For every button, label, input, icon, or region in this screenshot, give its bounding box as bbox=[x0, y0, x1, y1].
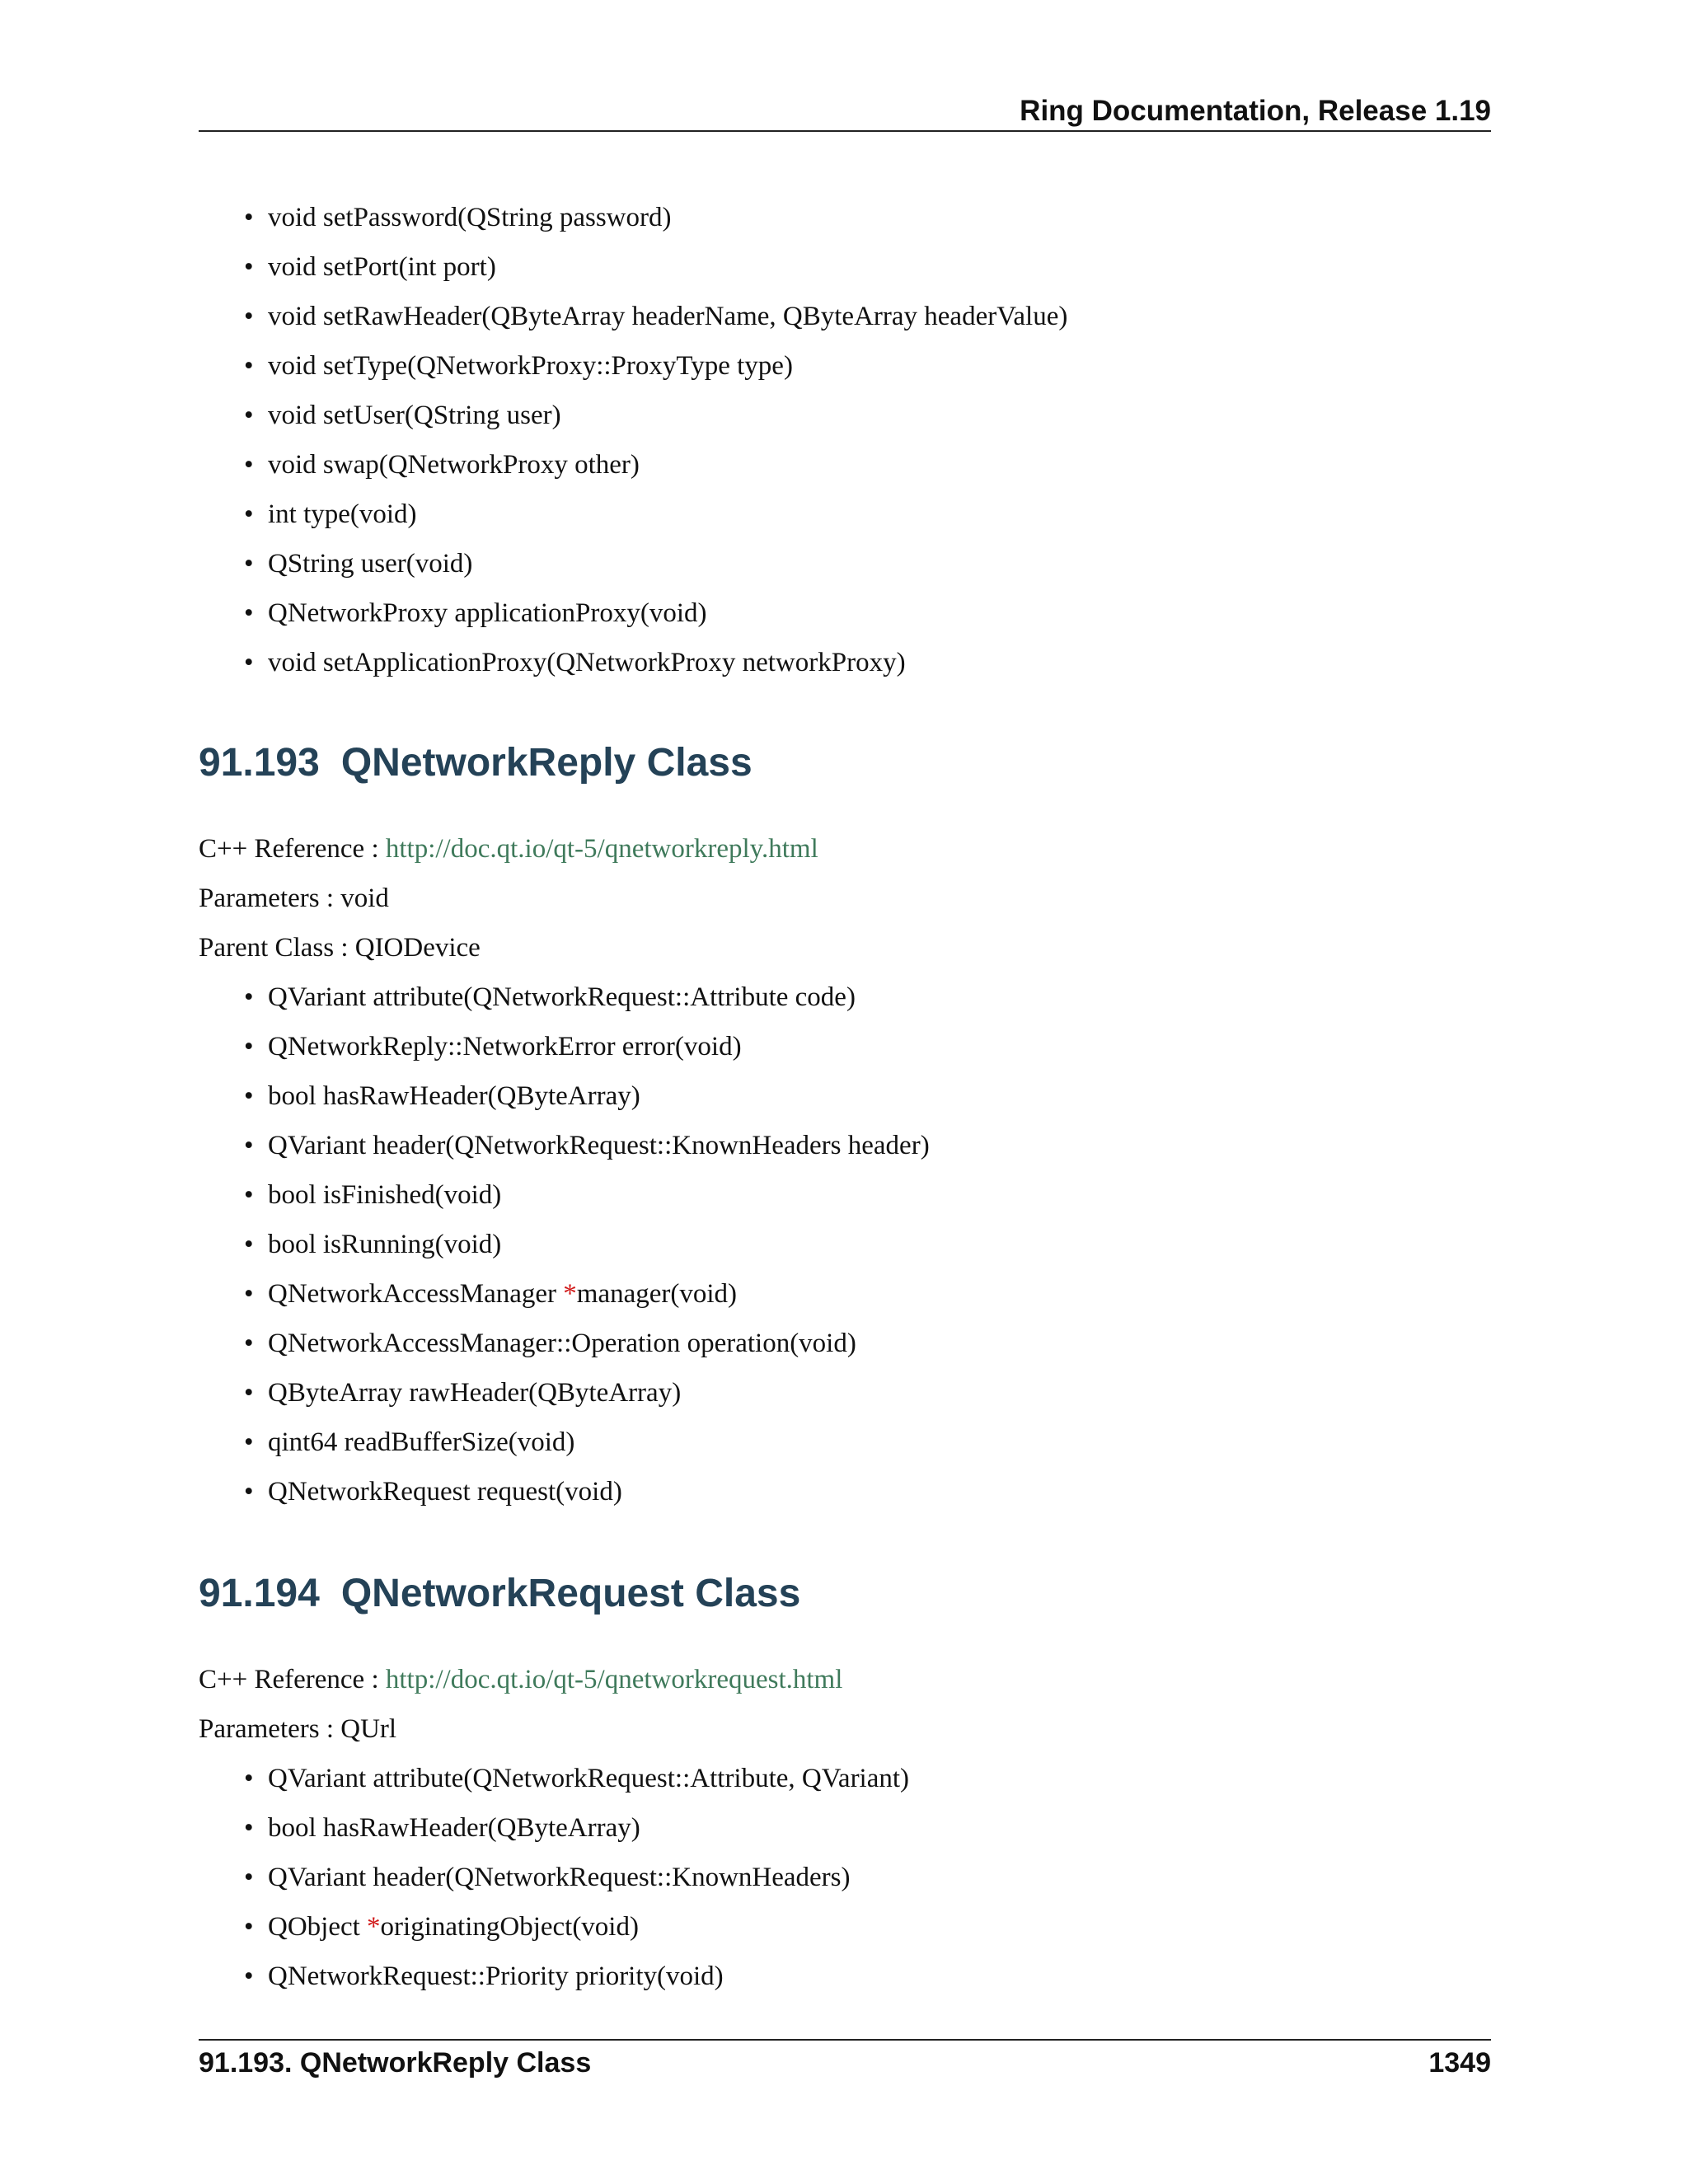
list-item: • QByteArray rawHeader(QByteArray) bbox=[199, 1368, 930, 1418]
list-item: • void setPort(int port) bbox=[199, 242, 1067, 292]
bullet-icon: • bbox=[244, 1032, 254, 1062]
header-divider bbox=[199, 130, 1491, 132]
bullet-icon: • bbox=[244, 252, 254, 282]
list-item: • int type(void) bbox=[199, 490, 1067, 539]
bullet-icon: • bbox=[244, 1180, 254, 1210]
section-number: 91.194 bbox=[199, 1572, 320, 1615]
pointer-asterisk: * bbox=[367, 1912, 381, 1942]
list-item: • bool isRunning(void) bbox=[199, 1220, 930, 1269]
bullet-icon: • bbox=[244, 549, 254, 579]
section-heading-qnetworkrequest bbox=[199, 1569, 800, 1619]
bullet-icon: • bbox=[244, 450, 254, 480]
list-item: • QVariant header(QNetworkRequest::KnownHeaders header) bbox=[199, 1121, 930, 1170]
document-page bbox=[199, 0, 1491, 2184]
bullet-icon: • bbox=[244, 302, 254, 331]
bullet-icon: • bbox=[244, 982, 254, 1012]
reference-link[interactable]: http://doc.qt.io/qt-5/qnetworkreply.html bbox=[385, 834, 818, 864]
list-item: • QNetworkRequest request(void) bbox=[199, 1467, 930, 1516]
bullet-icon: • bbox=[244, 1863, 254, 1892]
parent-class: Parent Class : QIODevice bbox=[199, 933, 481, 963]
bullet-icon: • bbox=[244, 1081, 254, 1111]
page-number: 1349 bbox=[1428, 2047, 1491, 2079]
bullet-icon: • bbox=[244, 1764, 254, 1793]
cpp-reference: C++ Reference : http://doc.qt.io/qt-5/qnetworkreply.html bbox=[199, 834, 818, 864]
cpp-reference: C++ Reference : http://doc.qt.io/qt-5/qnetworkrequest.html bbox=[199, 1665, 843, 1694]
method-list-qnetworkrequest bbox=[199, 1754, 909, 2001]
list-item: • bool isFinished(void) bbox=[199, 1170, 930, 1220]
pointer-asterisk: * bbox=[563, 1279, 577, 1309]
footer-divider bbox=[199, 2039, 1491, 2041]
list-item: • qint64 readBufferSize(void) bbox=[199, 1418, 930, 1467]
list-item: • bool hasRawHeader(QByteArray) bbox=[199, 1803, 909, 1853]
list-item: • QObject *originatingObject(void) bbox=[199, 1902, 909, 1952]
list-item: • void setRawHeader(QByteArray headerName, QByteArray headerValue) bbox=[199, 292, 1067, 341]
bullet-icon: • bbox=[244, 1131, 254, 1160]
bullet-icon: • bbox=[244, 1912, 254, 1942]
list-item: • QString user(void) bbox=[199, 539, 1067, 588]
list-item: • void swap(QNetworkProxy other) bbox=[199, 440, 1067, 490]
list-item: • QVariant header(QNetworkRequest::KnownHeaders) bbox=[199, 1853, 909, 1902]
list-item: • void setType(QNetworkProxy::ProxyType type) bbox=[199, 341, 1067, 391]
running-footer bbox=[199, 2044, 1491, 2082]
bullet-icon: • bbox=[244, 1961, 254, 1991]
method-list-qnetworkreply bbox=[199, 972, 930, 1516]
list-item: • QNetworkReply::NetworkError error(void) bbox=[199, 1022, 930, 1071]
bullet-icon: • bbox=[244, 598, 254, 628]
list-item: • void setPassword(QString password) bbox=[199, 193, 1067, 242]
bullet-icon: • bbox=[244, 1279, 254, 1309]
list-item: • void setUser(QString user) bbox=[199, 391, 1067, 440]
bullet-icon: • bbox=[244, 401, 254, 430]
bullet-icon: • bbox=[244, 203, 254, 232]
list-item: • QNetworkRequest::Priority priority(void) bbox=[199, 1952, 909, 2001]
parameters: Parameters : void bbox=[199, 883, 389, 913]
section-title: QNetworkReply Class bbox=[340, 741, 753, 785]
reference-link[interactable]: http://doc.qt.io/qt-5/qnetworkrequest.html bbox=[385, 1665, 843, 1694]
section-title: QNetworkRequest Class bbox=[340, 1572, 801, 1615]
bullet-icon: • bbox=[244, 499, 254, 529]
bullet-icon: • bbox=[244, 648, 254, 677]
footer-section: 91.193. QNetworkReply Class bbox=[199, 2047, 592, 2079]
list-item: • void setApplicationProxy(QNetworkProxy networkProxy) bbox=[199, 638, 1067, 687]
section-number: 91.193 bbox=[199, 741, 320, 785]
list-item: • QVariant attribute(QNetworkRequest::Attribute, QVariant) bbox=[199, 1754, 909, 1803]
bullet-icon: • bbox=[244, 1427, 254, 1457]
method-list-qnetworkproxy bbox=[199, 193, 1067, 687]
list-item: • bool hasRawHeader(QByteArray) bbox=[199, 1071, 930, 1121]
bullet-icon: • bbox=[244, 1477, 254, 1507]
section-heading-qnetworkreply bbox=[199, 738, 753, 788]
bullet-icon: • bbox=[244, 1230, 254, 1259]
bullet-icon: • bbox=[244, 351, 254, 381]
list-item: • QNetworkProxy applicationProxy(void) bbox=[199, 588, 1067, 638]
bullet-icon: • bbox=[244, 1813, 254, 1843]
list-item: • QNetworkAccessManager::Operation operation(void) bbox=[199, 1319, 930, 1368]
list-item: • QVariant attribute(QNetworkRequest::Attribute code) bbox=[199, 972, 930, 1022]
bullet-icon: • bbox=[244, 1378, 254, 1408]
running-header: Ring Documentation, Release 1.19 bbox=[1020, 95, 1491, 127]
bullet-icon: • bbox=[244, 1329, 254, 1358]
list-item: • QNetworkAccessManager *manager(void) bbox=[199, 1269, 930, 1319]
parameters: Parameters : QUrl bbox=[199, 1714, 397, 1744]
